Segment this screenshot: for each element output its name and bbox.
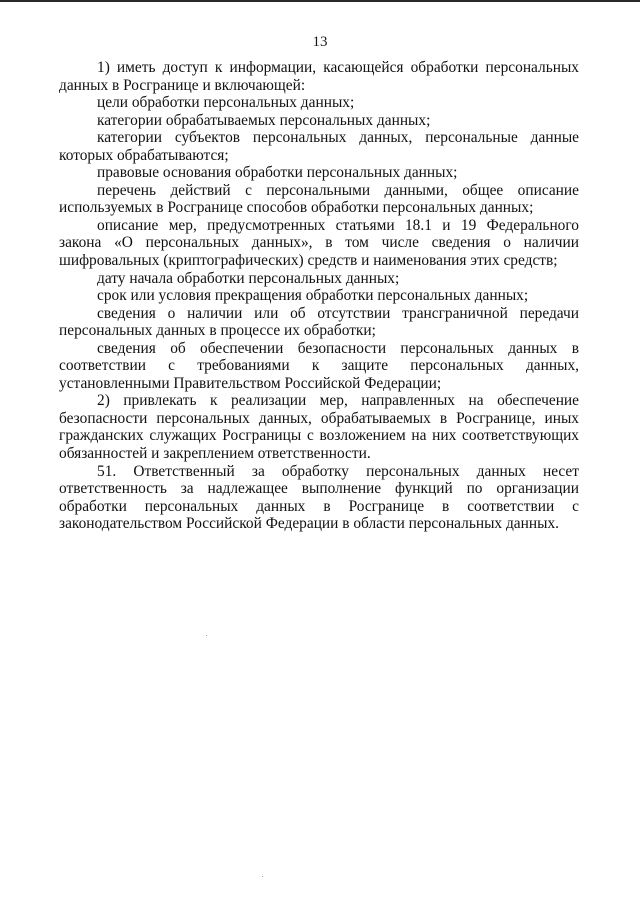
paragraph-processing-purposes: цели обработки персональных данных; [97,94,355,112]
paragraph-start-date: дату начала обработки персональных данных; [97,269,400,287]
paragraph-right-to-access: 1) иметь доступ к информации, касающейся обработки персональных данных в Росгранице и включающей: [59,59,579,94]
paragraph-security-assurance: сведения об обеспечении безопасности персональных данных в соответствии с требованиями к защите персональных данных, установленными Правительством Российской Федерации; [59,339,579,392]
paragraph-termination-conditions: срок или условия прекращения обработки персональных данных; [97,287,529,305]
paragraph-responsible-person-liability: 51. Ответственный за обработку персональных данных несет ответственность за надлежащее выполнение функций по организации обработки персональных данных в Росгранице в соответствии с законодательством Российской Федерации в области персональных данных. [59,462,579,533]
paragraph-cross-border-transfer: сведения о наличии или об отсутствии трансграничной передачи персональных данных в процессе их обработки; [59,304,579,340]
paragraph-list-of-actions: перечень действий с персональными данными, общее описание используемых в Росгранице способов обработки персональных данных; [59,181,579,217]
paragraph-measures-description: описание мер, предусмотренных статьями 18.1 и 19 Федерального закона «О персональных данных», в том числе сведения о наличии шифровальных (криптографических) средств и наименования этих средств; [59,216,579,270]
page-top-edge [0,0,640,2]
scan-speck [262,876,263,877]
paragraph-legal-grounds: правовые основания обработки персональных данных; [97,164,458,182]
scan-speck [206,635,207,636]
paragraph-subject-categories: категории субъектов персональных данных, персональные данные которых обрабатываются; [59,129,579,164]
paragraph-data-categories: категории обрабатываемых персональных данных; [97,111,431,129]
document-body [59,59,579,533]
page-number: 13 [312,34,328,50]
paragraph-engage-employees: 2) привлекать к реализации мер, направленных на обеспечение безопасности персональных данных, обрабатываемых в Росгранице, иных гражданских служащих Росграницы с возложением на них соответствующих обязанностей и закреплением ответственности. [59,392,579,463]
